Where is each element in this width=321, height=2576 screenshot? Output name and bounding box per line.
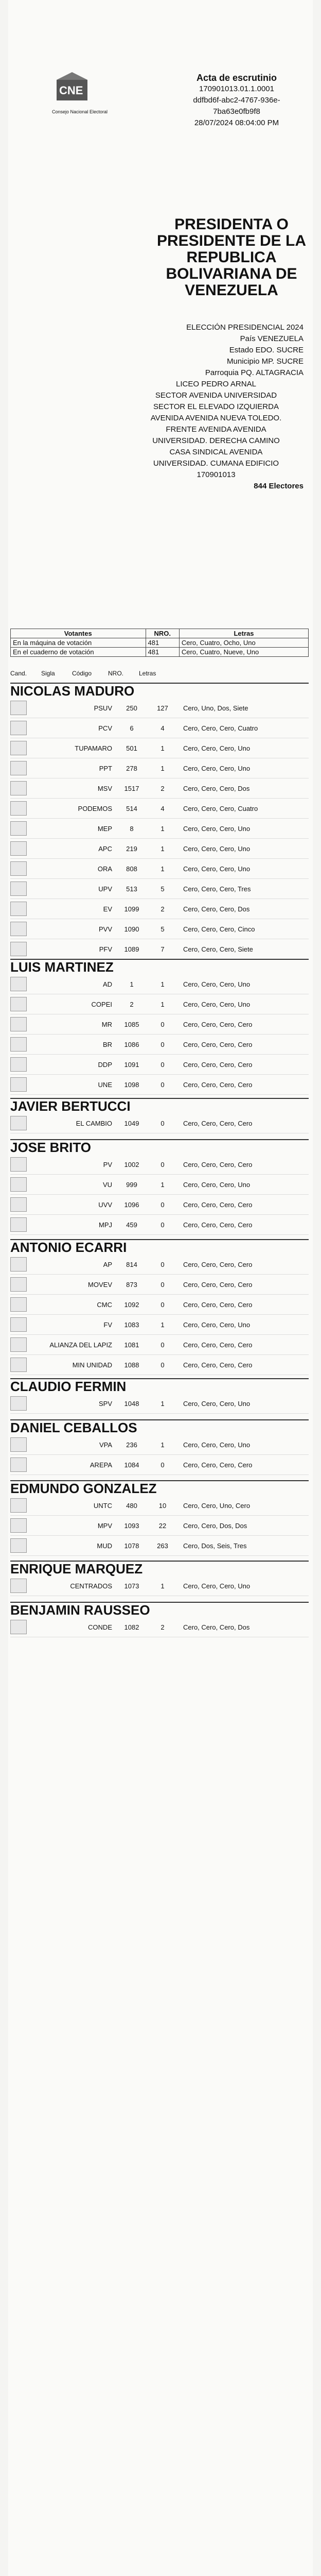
- party-row: [10, 819, 309, 839]
- party-row: [10, 1496, 309, 1516]
- party-logo-icon: [10, 801, 27, 816]
- party-votes: 22: [158, 1521, 167, 1530]
- info-dir-1: SECTOR AVENIDA UNIVERSIDAD: [155, 391, 277, 400]
- party-row: [10, 1155, 309, 1175]
- voters-machine-letras: Cero, Cuatro, Ocho, Uno: [179, 638, 308, 648]
- party-votes: 5: [160, 925, 165, 933]
- party-sigla: CMC: [97, 1300, 112, 1309]
- party-sigla: PPT: [99, 764, 112, 772]
- candidate-name: LUIS MARTINEZ: [10, 959, 309, 974]
- party-sigla: CONDE: [88, 1623, 112, 1631]
- party-votes-letters: Cero, Cero, Cero, Siete: [183, 945, 253, 953]
- party-votes-letters: Cero, Cero, Cero, Cero: [183, 1080, 253, 1089]
- party-code: 1049: [124, 1119, 139, 1127]
- party-code: 8: [130, 824, 134, 833]
- info-parroquia: Parroquia PQ. ALTAGRACIA: [205, 368, 304, 377]
- party-sigla: MOVEV: [88, 1280, 112, 1289]
- party-row: [10, 1195, 309, 1215]
- party-votes-letters: Cero, Uno, Dos, Siete: [183, 704, 248, 712]
- election-name: ELECCIÓN PRESIDENCIAL 2024: [186, 323, 304, 332]
- party-votes: 127: [157, 704, 168, 712]
- party-sigla: MPJ: [99, 1221, 112, 1229]
- info-dir-5: UNIVERSIDAD. DERECHA CAMINO: [152, 436, 280, 445]
- candidate-name: JAVIER BERTUCCI: [10, 1098, 309, 1113]
- party-sigla: AD: [102, 980, 112, 988]
- party-code: 1085: [124, 1020, 139, 1028]
- party-votes: 1: [160, 1320, 165, 1329]
- party-sigla: VU: [102, 1180, 112, 1189]
- party-logo-icon: [10, 882, 27, 896]
- acta-number: 170901013.01.1.0001: [199, 84, 274, 93]
- info-codigo: 170901013: [197, 470, 236, 479]
- party-row: [10, 1335, 309, 1355]
- party-sigla: PV: [103, 1160, 112, 1168]
- voters-machine-label: En la máquina de votación: [11, 638, 146, 648]
- party-sigla: MEP: [97, 824, 112, 833]
- party-row: [10, 1617, 309, 1637]
- party-logo-icon: [10, 1037, 27, 1052]
- party-sigla: MSV: [97, 784, 112, 792]
- party-logo-icon: [10, 902, 27, 916]
- party-code: 459: [126, 1221, 137, 1229]
- candidate-block: [10, 1139, 309, 1235]
- party-row: [10, 974, 309, 994]
- party-votes-letters: Cero, Cero, Dos, Dos: [183, 1521, 247, 1530]
- party-logo-icon: [10, 1337, 27, 1352]
- party-row: [10, 1055, 309, 1075]
- party-logo-icon: [10, 1177, 27, 1192]
- party-code: 250: [126, 704, 137, 712]
- letras-col: Letras: [139, 670, 156, 677]
- party-row: [10, 839, 309, 859]
- party-sigla: UNE: [98, 1080, 112, 1089]
- party-logo-icon: [10, 1217, 27, 1232]
- party-code: 278: [126, 764, 137, 772]
- party-sigla: MUD: [97, 1541, 112, 1550]
- party-sigla: MIN UNIDAD: [72, 1361, 112, 1369]
- codigo-col: Código: [72, 670, 92, 677]
- party-votes: 0: [160, 1080, 165, 1089]
- party-sigla: PODEMOS: [78, 804, 112, 812]
- party-sigla: AREPA: [90, 1461, 112, 1469]
- party-logo-icon: [10, 1057, 27, 1072]
- party-row: [10, 799, 309, 819]
- party-sigla: APC: [98, 844, 112, 853]
- party-sigla: TUPAMARO: [75, 744, 112, 752]
- party-votes: 1: [160, 744, 165, 752]
- info-dir-4: FRENTE AVENIDA AVENIDA: [166, 425, 266, 434]
- party-code: 1091: [124, 1060, 139, 1069]
- party-code: 814: [126, 1260, 137, 1268]
- party-row: [10, 1175, 309, 1195]
- party-votes: 0: [160, 1260, 165, 1268]
- party-logo-icon: [10, 997, 27, 1011]
- party-sigla: EL CAMBIO: [76, 1119, 112, 1127]
- party-logo-icon: [10, 1116, 27, 1130]
- party-votes-letters: Cero, Cero, Cero, Uno: [183, 844, 251, 853]
- party-row: [10, 1035, 309, 1055]
- party-votes-letters: Cero, Cero, Cero, Cero: [183, 1060, 253, 1069]
- cand-col: Cand.: [10, 670, 27, 677]
- cne-logo: [51, 70, 108, 116]
- svg-text:CNE: CNE: [59, 84, 83, 97]
- party-code: 1081: [124, 1341, 139, 1349]
- party-row: [10, 718, 309, 738]
- party-logo-icon: [10, 701, 27, 715]
- party-votes: 4: [160, 804, 165, 812]
- party-sigla: SPV: [98, 1399, 112, 1408]
- party-row: [10, 1295, 309, 1315]
- info-dir-6: CASA SINDICAL AVENIDA: [169, 448, 263, 456]
- candidate-block: [10, 1419, 309, 1475]
- candidate-block: [10, 683, 309, 959]
- party-row: [10, 698, 309, 718]
- party-votes-letters: Cero, Cero, Cero, Uno: [183, 764, 251, 772]
- candidate-block: [10, 959, 309, 1095]
- party-row: [10, 1455, 309, 1475]
- party-votes-letters: Cero, Cero, Cero, Cero: [183, 1200, 253, 1209]
- party-votes-letters: Cero, Cero, Cero, Uno: [183, 744, 251, 752]
- party-code: 1086: [124, 1040, 139, 1048]
- party-code: 501: [126, 744, 137, 752]
- voters-book-nro: 481: [146, 648, 179, 657]
- party-votes-letters: Cero, Cero, Cero, Uno: [183, 1440, 251, 1449]
- party-code: 1083: [124, 1320, 139, 1329]
- party-row: [10, 738, 309, 758]
- party-votes: 0: [160, 1300, 165, 1309]
- party-votes-letters: Cero, Cero, Cero, Dos: [183, 905, 250, 913]
- party-logo-icon: [10, 1317, 27, 1332]
- party-row: [10, 1536, 309, 1556]
- party-code: 1082: [124, 1623, 139, 1631]
- party-sigla: FV: [103, 1320, 112, 1329]
- party-votes-letters: Cero, Cero, Cero, Cero: [183, 1300, 253, 1309]
- party-votes: 1: [160, 1180, 165, 1189]
- party-code: 873: [126, 1280, 137, 1289]
- party-logo-icon: [10, 1538, 27, 1553]
- acta-datetime: 28/07/2024 08:04:00 PM: [194, 118, 279, 127]
- party-logo-icon: [10, 1197, 27, 1212]
- info-dir-3: AVENIDA AVENIDA NUEVA TOLEDO.: [150, 414, 282, 422]
- party-row: [10, 859, 309, 879]
- party-logo-icon: [10, 1437, 27, 1452]
- candidate-name: NICOLAS MADURO: [10, 683, 309, 698]
- party-votes: 1: [160, 865, 165, 873]
- party-sigla: UNTC: [93, 1501, 112, 1510]
- party-votes: 5: [160, 885, 165, 893]
- party-votes-letters: Cero, Cero, Cero, Cero: [183, 1341, 253, 1349]
- party-logo-icon: [10, 1358, 27, 1372]
- party-logo-icon: [10, 1277, 27, 1292]
- candidates-header: [10, 670, 309, 677]
- party-votes: 0: [160, 1361, 165, 1369]
- party-code: 1078: [124, 1541, 139, 1550]
- party-logo-icon: [10, 1518, 27, 1533]
- party-row: [10, 1435, 309, 1455]
- voters-book-label: En el cuaderno de votación: [11, 648, 146, 657]
- candidate-name: ENRIQUE MARQUEZ: [10, 1561, 309, 1576]
- party-votes-letters: Cero, Cero, Cero, Cero: [183, 1461, 253, 1469]
- party-code: 1098: [124, 1080, 139, 1089]
- party-code: 1084: [124, 1461, 139, 1469]
- party-code: 6: [130, 724, 134, 732]
- acta-uuid-1: ddfbd6f-abc2-4767-936e-: [193, 96, 280, 105]
- candidate-name: JOSE BRITO: [10, 1139, 309, 1155]
- party-votes: 1: [160, 844, 165, 853]
- party-code: 1002: [124, 1160, 139, 1168]
- party-logo-icon: [10, 821, 27, 836]
- party-votes-letters: Cero, Cero, Cero, Uno: [183, 1320, 251, 1329]
- candidate-name: DANIEL CEBALLOS: [10, 1419, 309, 1435]
- party-sigla: UVV: [98, 1200, 112, 1209]
- party-votes: 2: [160, 1623, 165, 1631]
- voters-table: [10, 629, 309, 657]
- party-sigla: ALIANZA DEL LAPIZ: [49, 1341, 112, 1349]
- party-votes: 0: [160, 1040, 165, 1048]
- party-row: [10, 1315, 309, 1335]
- candidate-name: EDMUNDO GONZALEZ: [10, 1480, 309, 1496]
- party-sigla: PCV: [98, 724, 112, 732]
- party-votes: 0: [160, 1341, 165, 1349]
- party-row: [10, 879, 309, 899]
- party-code: 1: [130, 980, 134, 988]
- party-votes-letters: Cero, Cero, Cero, Uno: [183, 980, 251, 988]
- party-votes-letters: Cero, Cero, Cero, Cero: [183, 1221, 253, 1229]
- party-votes: 0: [160, 1020, 165, 1028]
- party-votes: 1: [160, 1582, 165, 1590]
- party-votes: 1: [160, 1000, 165, 1008]
- party-logo-icon: [10, 841, 27, 856]
- party-votes-letters: Cero, Cero, Cero, Cero: [183, 1280, 253, 1289]
- info-centro: LICEO PEDRO ARNAL: [176, 380, 256, 388]
- party-row: [10, 758, 309, 778]
- party-row: [10, 1275, 309, 1295]
- party-row: [10, 1215, 309, 1235]
- party-votes: 0: [160, 1200, 165, 1209]
- party-code: 514: [126, 804, 137, 812]
- party-votes: 2: [160, 905, 165, 913]
- party-sigla: AP: [103, 1260, 112, 1268]
- party-sigla: MPV: [97, 1521, 112, 1530]
- info-estado: Estado EDO. SUCRE: [229, 346, 304, 354]
- party-code: 219: [126, 844, 137, 853]
- party-votes: 4: [160, 724, 165, 732]
- party-votes: 10: [158, 1501, 167, 1510]
- party-sigla: CENTRADOS: [70, 1582, 112, 1590]
- party-code: 1099: [124, 905, 139, 913]
- party-logo-icon: [10, 761, 27, 775]
- candidate-name: BENJAMIN RAUSSEO: [10, 1602, 309, 1617]
- party-row: [10, 1255, 309, 1275]
- info-pais: País VENEZUELA: [240, 334, 304, 343]
- party-logo-icon: [10, 861, 27, 876]
- party-sigla: BR: [102, 1040, 112, 1048]
- party-code: 808: [126, 865, 137, 873]
- party-row: [10, 1113, 309, 1133]
- party-votes-letters: Cero, Cero, Cero, Uno: [183, 865, 251, 873]
- party-row: [10, 939, 309, 959]
- party-votes-letters: Cero, Cero, Cero, Cuatro: [183, 724, 258, 732]
- party-sigla: UPV: [98, 885, 112, 893]
- party-votes-letters: Cero, Cero, Cero, Uno: [183, 824, 251, 833]
- candidate-block: [10, 1480, 309, 1556]
- party-code: 1096: [124, 1200, 139, 1209]
- party-logo-icon: [10, 1458, 27, 1472]
- party-votes-letters: Cero, Cero, Uno, Cero: [183, 1501, 251, 1510]
- party-votes: 2: [160, 784, 165, 792]
- candidate-name: CLAUDIO FERMIN: [10, 1378, 309, 1394]
- party-sigla: PSUV: [94, 704, 112, 712]
- logo-sub: Consejo Nacional Electoral: [51, 109, 108, 114]
- party-code: 236: [126, 1440, 137, 1449]
- party-code: 1093: [124, 1521, 139, 1530]
- voters-machine-nro: 481: [146, 638, 179, 648]
- party-votes-letters: Cero, Dos, Seis, Tres: [183, 1541, 247, 1550]
- party-code: 1092: [124, 1300, 139, 1309]
- candidate-block: [10, 1098, 309, 1133]
- party-votes-letters: Cero, Cero, Cero, Dos: [183, 784, 250, 792]
- party-votes-letters: Cero, Cero, Cero, Cinco: [183, 925, 255, 933]
- party-row: [10, 778, 309, 799]
- party-row: [10, 994, 309, 1014]
- party-code: 1048: [124, 1399, 139, 1408]
- party-logo-icon: [10, 1157, 27, 1172]
- party-votes-letters: Cero, Cero, Cero, Cero: [183, 1260, 253, 1268]
- party-votes-letters: Cero, Cero, Cero, Uno: [183, 1180, 251, 1189]
- nro-header: NRO.: [146, 629, 179, 638]
- party-votes: 1: [160, 824, 165, 833]
- party-logo-icon: [10, 922, 27, 936]
- party-sigla: PVV: [98, 925, 112, 933]
- acta-label: Acta de escrutinio: [196, 73, 277, 83]
- party-row: [10, 1014, 309, 1035]
- party-code: 999: [126, 1180, 137, 1189]
- party-logo-icon: [10, 741, 27, 755]
- party-logo-icon: [10, 1498, 27, 1513]
- party-code: 1090: [124, 925, 139, 933]
- party-code: 1088: [124, 1361, 139, 1369]
- party-row: [10, 899, 309, 919]
- party-logo-icon: [10, 1077, 27, 1092]
- party-code: 2: [130, 1000, 134, 1008]
- info-electores: 844 Electores: [254, 482, 304, 490]
- party-sigla: DDP: [98, 1060, 112, 1069]
- party-votes-letters: Cero, Cero, Cero, Cero: [183, 1020, 253, 1028]
- party-logo-icon: [10, 1620, 27, 1634]
- party-votes: 1: [160, 764, 165, 772]
- candidate-block: [10, 1378, 309, 1414]
- party-code: 513: [126, 885, 137, 893]
- info-dir-7: UNIVERSIDAD. CUMANA EDIFICIO: [153, 459, 279, 468]
- party-sigla: PFV: [99, 945, 112, 953]
- party-votes-letters: Cero, Cero, Cero, Cuatro: [183, 804, 258, 812]
- party-votes: 0: [160, 1221, 165, 1229]
- election-info: [129, 322, 304, 492]
- party-sigla: MR: [101, 1020, 112, 1028]
- party-votes-letters: Cero, Cero, Cero, Uno: [183, 1582, 251, 1590]
- info-municipio: Municipio MP. SUCRE: [227, 357, 304, 366]
- party-logo-icon: [10, 942, 27, 956]
- letras-header: Letras: [179, 629, 308, 638]
- party-row: [10, 919, 309, 939]
- party-logo-icon: [10, 1396, 27, 1411]
- acta-header: [170, 72, 304, 129]
- party-logo-icon: [10, 1579, 27, 1593]
- party-row: [10, 1576, 309, 1596]
- party-votes: 0: [160, 1280, 165, 1289]
- party-votes-letters: Cero, Cero, Cero, Uno: [183, 1000, 251, 1008]
- party-row: [10, 1355, 309, 1375]
- party-sigla: VPA: [99, 1440, 112, 1449]
- party-row: [10, 1394, 309, 1414]
- party-votes-letters: Cero, Cero, Cero, Dos: [183, 1623, 250, 1631]
- party-code: 1073: [124, 1582, 139, 1590]
- party-votes: 0: [160, 1160, 165, 1168]
- info-dir-2: SECTOR EL ELEVADO IZQUIERDA: [153, 402, 279, 411]
- party-votes-letters: Cero, Cero, Cero, Cero: [183, 1040, 253, 1048]
- party-code: 1517: [124, 784, 139, 792]
- party-votes-letters: Cero, Cero, Cero, Tres: [183, 885, 251, 893]
- party-votes: 1: [160, 980, 165, 988]
- party-votes-letters: Cero, Cero, Cero, Cero: [183, 1160, 253, 1168]
- party-row: [10, 1075, 309, 1095]
- party-votes: 0: [160, 1461, 165, 1469]
- voters-book-letras: Cero, Cuatro, Nueve, Uno: [179, 648, 308, 657]
- acta-title: PRESIDENTA O PRESIDENTE DE LA REPUBLICA BOLIVARIANA DE VENEZUELA: [156, 216, 307, 299]
- voters-header: Votantes: [11, 629, 146, 638]
- party-votes-letters: Cero, Cero, Cero, Uno: [183, 1399, 251, 1408]
- party-votes: 0: [160, 1119, 165, 1127]
- sigla-col: Sigla: [41, 670, 55, 677]
- nro-col: NRO.: [108, 670, 123, 677]
- party-code: 480: [126, 1501, 137, 1510]
- party-logo-icon: [10, 1017, 27, 1031]
- party-sigla: ORA: [97, 865, 112, 873]
- party-votes: 0: [160, 1060, 165, 1069]
- party-logo-icon: [10, 977, 27, 991]
- acta-uuid-2: 7ba63e0fb9f8: [213, 107, 260, 116]
- party-votes: 7: [160, 945, 165, 953]
- party-votes-letters: Cero, Cero, Cero, Cero: [183, 1119, 253, 1127]
- candidate-block: [10, 1561, 309, 1596]
- candidate-name: ANTONIO ECARRI: [10, 1239, 309, 1255]
- candidate-block: [10, 1602, 309, 1637]
- party-row: [10, 1516, 309, 1536]
- party-logo-icon: [10, 781, 27, 795]
- party-logo-icon: [10, 721, 27, 735]
- party-votes: 1: [160, 1440, 165, 1449]
- party-votes: 263: [157, 1541, 168, 1550]
- party-code: 1089: [124, 945, 139, 953]
- party-votes-letters: Cero, Cero, Cero, Cero: [183, 1361, 253, 1369]
- party-logo-icon: [10, 1297, 27, 1312]
- party-sigla: COPEI: [91, 1000, 112, 1008]
- party-logo-icon: [10, 1257, 27, 1272]
- party-sigla: EV: [103, 905, 112, 913]
- candidate-block: [10, 1239, 309, 1375]
- party-votes: 1: [160, 1399, 165, 1408]
